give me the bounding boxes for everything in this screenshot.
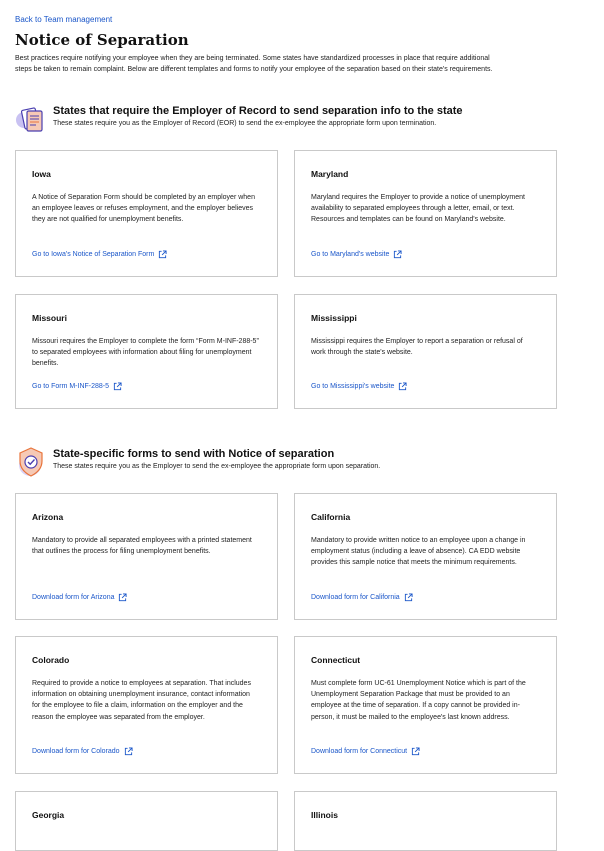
state-card-maryland xyxy=(294,150,557,277)
state-card-california xyxy=(294,493,557,620)
card-title: Georgia xyxy=(32,810,65,820)
card-title: California xyxy=(311,512,351,522)
external-link-icon xyxy=(398,382,407,391)
external-link-icon xyxy=(113,382,122,391)
card-title: Arizona xyxy=(32,512,64,522)
card-description: A Notice of Separation Form should be completed by an employer when an employee leaves or refuses employment, and the employer believes they are not qualified for unemployment benefits. xyxy=(32,194,255,224)
state-card-missouri xyxy=(15,294,278,409)
link-label: Go to Form M-INF-288-5 xyxy=(32,383,110,390)
state-card-connecticut xyxy=(294,636,557,774)
external-link-icon xyxy=(411,747,420,756)
download-arizona-form-link[interactable] xyxy=(32,593,127,602)
link-label: Download form for Connecticut xyxy=(311,748,408,755)
external-link-icon xyxy=(118,593,127,602)
mississippi-website-link[interactable] xyxy=(311,382,407,391)
card-description: Mississippi requires the Employer to report a separation or refusal of work through the state's website. xyxy=(311,338,523,357)
back-to-team-management-link[interactable]: Back to Team management xyxy=(15,15,113,24)
card-description: Required to provide a notice to employees at separation. That includes information on obtaining unemployment insurance, contact information for the employee to file a claim, information on the employer and the reason the employee was separated from the employer. xyxy=(32,680,251,721)
state-card-mississippi xyxy=(294,294,557,409)
link-label: Go to Mississippi's website xyxy=(311,383,395,390)
card-title: Connecticut xyxy=(311,655,361,665)
maryland-website-link[interactable] xyxy=(311,250,402,259)
state-card-colorado xyxy=(15,636,278,774)
iowa-form-link[interactable] xyxy=(32,250,167,259)
section-subtitle: These states require you as the Employer to send the ex-employee the appropriate form upon separation. xyxy=(53,463,381,470)
card-title: Colorado xyxy=(32,655,70,665)
card-description: Mandatory to provide all separated employees with a printed statement that outlines the process for filing unemployment benefits. xyxy=(32,537,252,556)
section-header-state-forms xyxy=(15,446,575,480)
missouri-form-link[interactable] xyxy=(32,382,122,391)
shield-badge-icon xyxy=(15,446,47,478)
intro-text: Best practices require notifying your employee when they are being terminated. Some states have standardized processes in place that require additional steps be taken to remain complaint. Below are different templates and forms to notify your employee of the separation based on their state's requirements. xyxy=(15,55,493,73)
link-label: Download form for Colorado xyxy=(32,748,120,755)
state-card-iowa xyxy=(15,150,278,277)
state-card-illinois xyxy=(294,791,557,851)
section-title: States that require the Employer of Record to send separation info to the state xyxy=(53,105,463,117)
link-label: Go to Iowa's Notice of Separation Form xyxy=(32,251,155,258)
card-title: Mississippi xyxy=(311,313,357,323)
section-title: State-specific forms to send with Notice of separation xyxy=(53,448,335,460)
state-card-arizona xyxy=(15,493,278,620)
card-title: Maryland xyxy=(311,169,349,179)
card-title: Illinois xyxy=(311,810,338,820)
download-colorado-form-link[interactable] xyxy=(32,747,133,756)
section-header-eor xyxy=(15,103,575,137)
download-connecticut-form-link[interactable] xyxy=(311,747,420,756)
external-link-icon xyxy=(393,250,402,259)
state-card-georgia xyxy=(15,791,278,851)
card-title: Iowa xyxy=(32,169,51,179)
document-stack-icon xyxy=(15,103,47,135)
external-link-icon xyxy=(124,747,133,756)
section-subtitle: These states require you as the Employer of Record (EOR) to send the ex-employee the appropriate form upon termination. xyxy=(53,120,437,127)
download-california-form-link[interactable] xyxy=(311,593,413,602)
external-link-icon xyxy=(404,593,413,602)
external-link-icon xyxy=(158,250,167,259)
card-description: Must complete form UC-61 Unemployment Notice which is part of the Unemployment Separation Package that must be provided to an employee at the time of separation. If a copy cannot be provided in-person, it must be mailed to the employee's last known address. xyxy=(311,680,526,721)
page-title: Notice of Separation xyxy=(15,31,189,49)
card-title: Missouri xyxy=(32,313,67,323)
link-label: Download form for California xyxy=(311,594,400,601)
card-description: Mandatory to provide written notice to an employee upon a change in employment status (including a leave of absence). CA EDD website provides this sample notice that meets the minimum requirements. xyxy=(311,537,526,567)
link-label: Download form for Arizona xyxy=(32,594,115,601)
card-description: Maryland requires the Employer to provide a notice of unemployment availability to separated employees through a letter, email, or text. Resources and templates can be found on Maryland's website. xyxy=(311,194,525,224)
link-label: Go to Maryland's website xyxy=(311,251,390,258)
card-description: Missouri requires the Employer to complete the form “Form M-INF-288-5” to separated employees with information about filing for unemployment benefits. xyxy=(32,338,259,368)
